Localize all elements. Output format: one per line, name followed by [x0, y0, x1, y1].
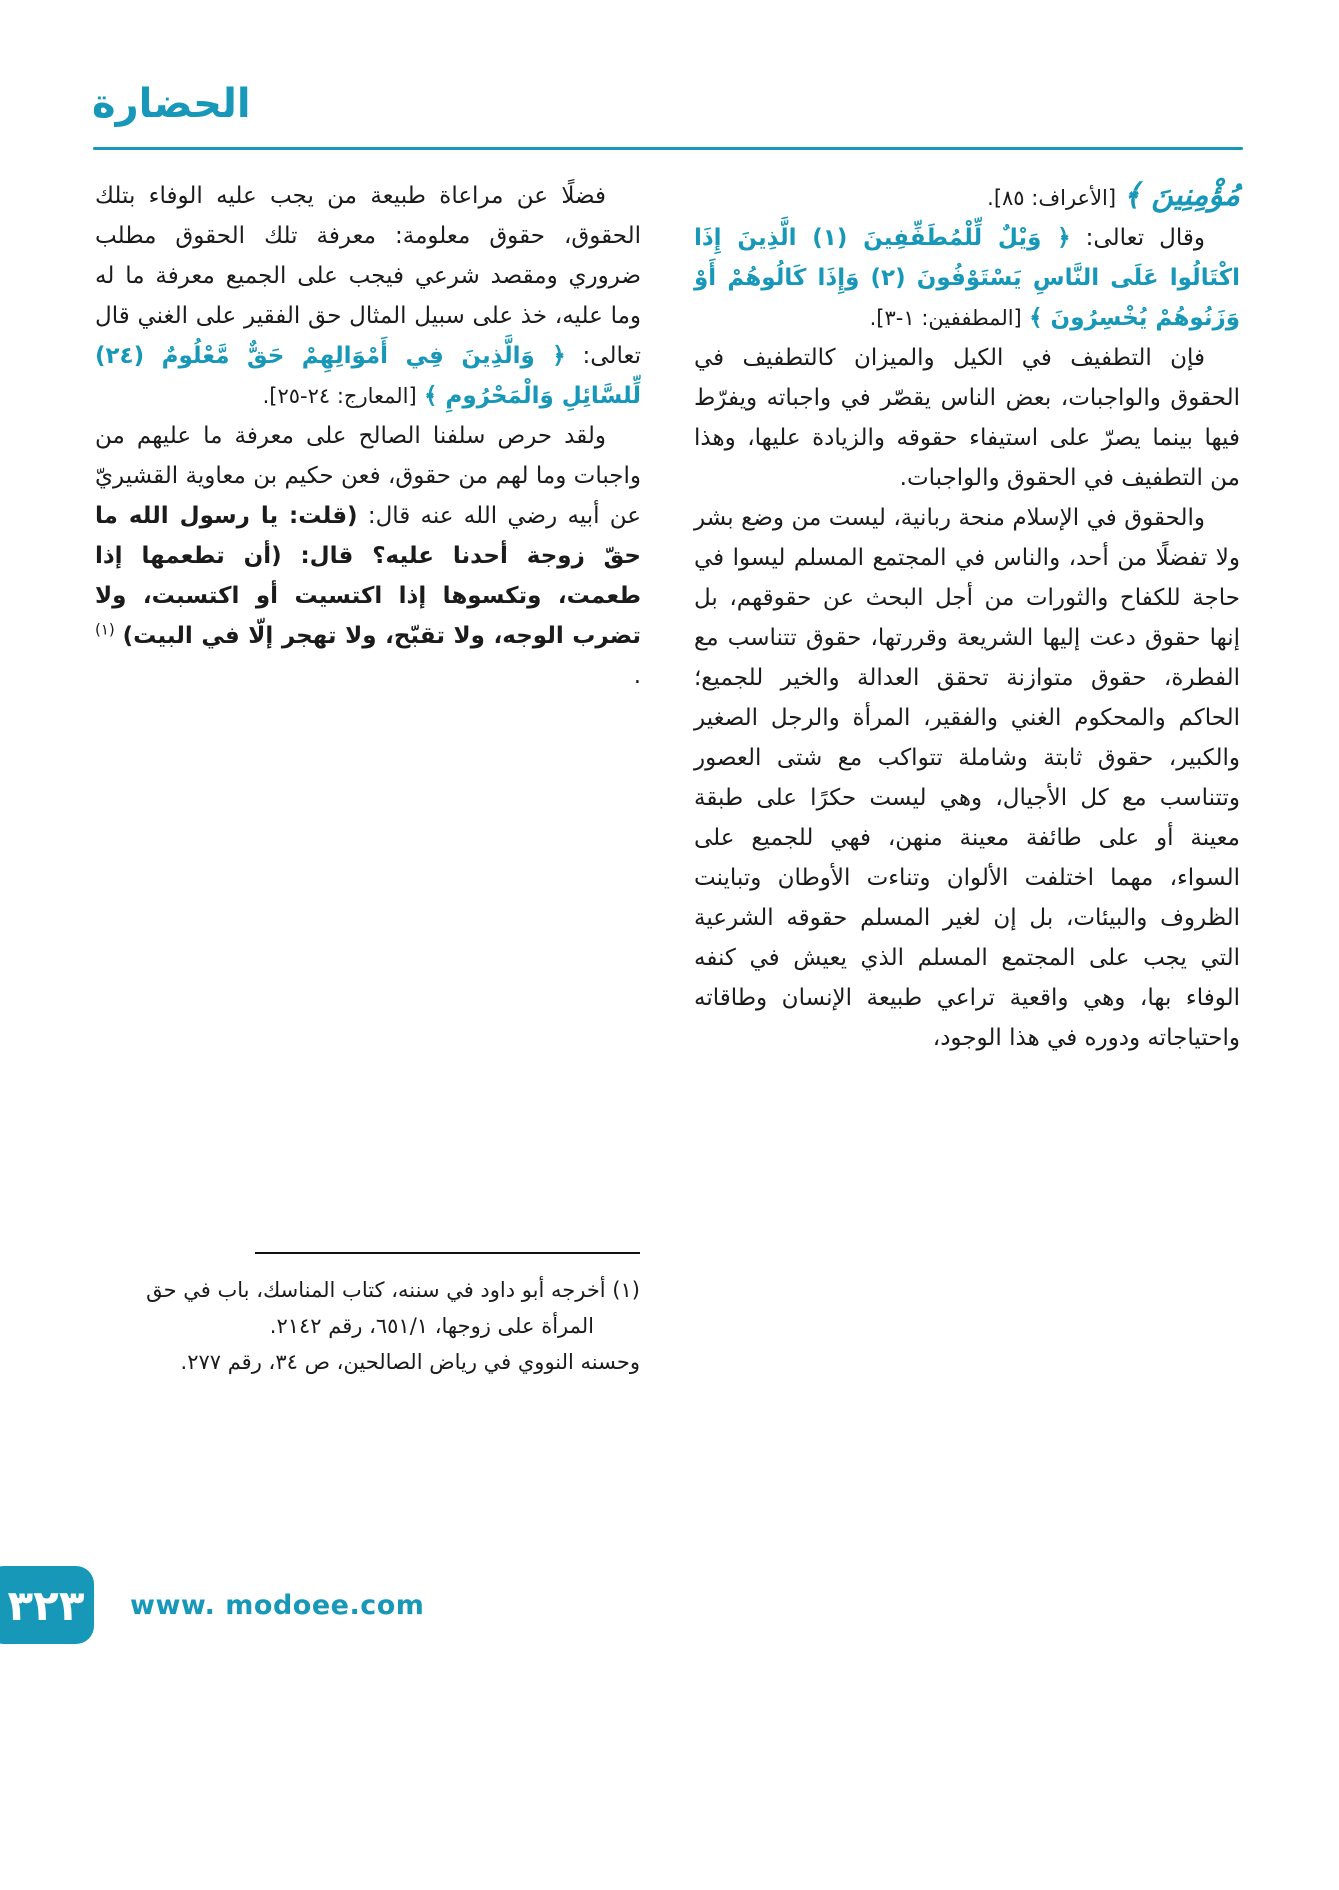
page-number-badge [0, 1566, 94, 1644]
page-number: ٣٢٣ [7, 1580, 85, 1630]
hadith-intro: ولقد حرص سلفنا الصالح على معرفة ما عليهم من واجبات وما لهم من حقوق، فعن حكيم بن معاوية القشيريّ عن أبيه رضي الله عنه قال: [95, 423, 641, 529]
publisher-logo: الحضارة [92, 81, 251, 127]
paragraph-hadith [95, 416, 641, 696]
paragraph-huquq-maluma [95, 176, 641, 416]
footnotes-block [100, 1252, 640, 1380]
column-left [95, 176, 641, 696]
footnote-divider [255, 1252, 640, 1254]
footnote-2: وحسنه النووي في رياض الصالحين، ص ٣٤، رقم ٢٧٧. [180, 1350, 640, 1374]
paragraph-tatfif: فإن التطفيف في الكيل والميزان كالتطفيف في الحقوق والواجبات، بعض الناس يقصّر في واجباته ويفرّط فيها بينما يصرّ على استيفاء حقوقه والزيادة عليها، وهذا من التطفيف في الحقوق والواجبات. [694, 345, 1240, 491]
sentence-end: . [633, 663, 641, 689]
column-right [694, 176, 1240, 1058]
paragraph-huquq-islam: والحقوق في الإسلام منحة ربانية، ليست من وضع بشر ولا تفضلًا من أحد، والناس في المجتمع المسلم ليسوا في حاجة للكفاح والثورات من أجل البحث عن حقوقهم، بل إنها حقوق دعت إليها الشريعة وقررتها، حقوق تتناسب مع الفطرة، حقوق متوازنة تحقق العدالة والخير للجميع؛ الحاكم والمحكوم الغني والفقير، المرأة والرجل الصغير والكبير، حقوق ثابتة وشاملة تتواكب مع شتى العصور وتتناسب مع كل الأجيال، وهي ليست حكرًا على طبقة معينة أو على طائفة معينة منهن، فهي للجميع على السواء، مهما اختلفت الألوان وتناءت الأوطان وتباينت الظروف والبيئات، بل إن لغير المسلم حقوقه الشرعية التي يجب على المجتمع المسلم الذي يعيش في كنفه الوفاء بها، وهي واقعية تراعي طبيعة الإنسان وطاقاته واحتياجاته ودوره في هذا الوجود، [694, 505, 1240, 1051]
quran-verse-mutaffifin: ﴿ وَيْلٌ لِّلْمُطَفِّفِينَ (١) الَّذِينَ إِذَا اكْتَالُوا عَلَى النَّاسِ يَسْتَوْفُونَ (٢) وَإِذَا كَالُوهُمْ أَوْ وَزَنُوهُمْ يُخْسِرُونَ ﴾ [694, 225, 1240, 331]
verse-reference-araf: [الأعراف: ٨٥]. [987, 186, 1117, 210]
quran-verse-tail: مُؤْمِنِينَ ﴾ [1123, 178, 1240, 213]
quran-verse-maarij: ﴿ وَالَّذِينَ فِي أَمْوَالِهِمْ حَقٌّ مَّعْلُومٌ (٢٤) لِّلسَّائِلِ وَالْمَحْرُومِ ﴾ [95, 343, 641, 409]
body-text: فضلًا عن مراعاة طبيعة من يجب عليه الوفاء بتلك الحقوق، حقوق معلومة: معرفة تلك الحقوق مطلب ضروري ومقصد شرعي فيجب على الجميع معرفة ما له وما عليه، خذ على سبيل المثال حق الفقير على الغني قال تعالى: [95, 183, 641, 369]
footnote-marker: (١) [95, 620, 115, 639]
verse-reference-maarij: [المعارج: ٢٤-٢٥]. [262, 384, 417, 408]
website-text: www. modoee.com [130, 1590, 425, 1621]
header-divider [93, 147, 1243, 150]
intro-text: وقال تعالى: [1070, 225, 1206, 251]
footnote-1: (١) أخرجه أبو داود في سننه، كتاب المناسك، باب في حق المرأة على زوجها، ٦٥١/١، رقم ٢١٤٢. [146, 1278, 640, 1338]
hadith-text: (قلت: يا رسول الله ما حقّ زوجة أحدنا عليه؟ قال: (أن تطعمها إذا طعمت، وتكسوها إذا اكتسيت أو اكتسبت، ولا تضرب الوجه، ولا تقبّح، ولا تهجر إلّا في البيت) [95, 503, 642, 649]
verse-reference-mutaffifin: [المطففين: ١-٣]. [869, 306, 1022, 330]
paragraph-quran-mutaffifin [694, 218, 1240, 338]
verse-continuation-line [694, 176, 1240, 218]
